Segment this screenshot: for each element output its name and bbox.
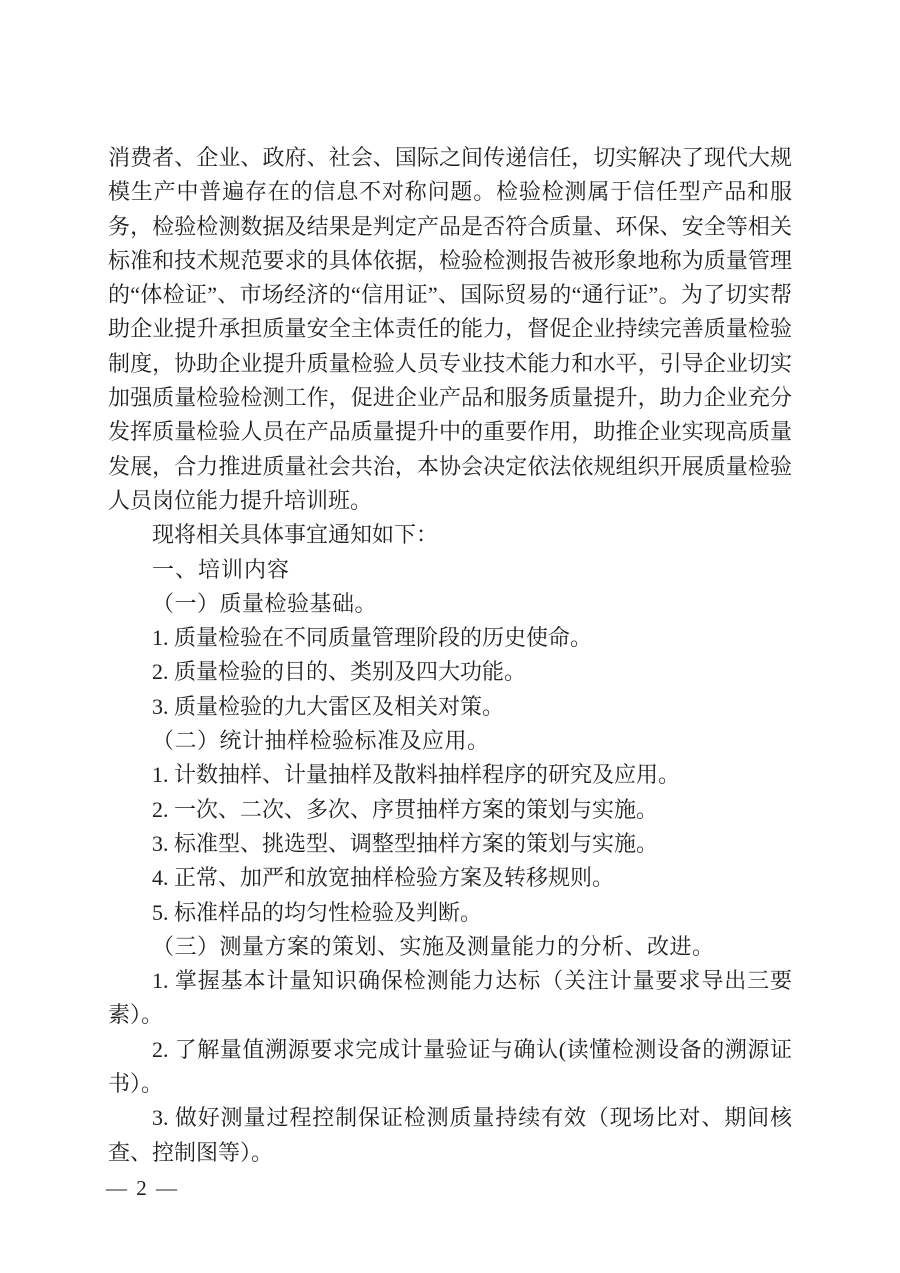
list-item: 2. 一次、二次、多次、序贯抽样方案的策划与实施。 xyxy=(152,796,659,822)
list-item: 3. 标准型、挑选型、调整型抽样方案的策划与实施。 xyxy=(152,830,659,856)
notice-lead-paragraph: 现将相关具体事宜通知如下： xyxy=(152,522,439,548)
list-item: 2. 质量检验的目的、类别及四大功能。 xyxy=(152,659,527,685)
page-number: — 2 — xyxy=(106,1176,179,1200)
subsection-heading-statistical-sampling: （二）统计抽样检验标准及应用。 xyxy=(152,728,490,754)
list-item: 1. 质量检验在不同质量管理阶段的历史使命。 xyxy=(152,625,593,651)
list-item: 3. 做好测量过程控制保证检测质量持续有效（现场比对、期间核查、控制图等）。 xyxy=(108,1105,792,1165)
section-heading-training-content: 一、培训内容 xyxy=(152,556,291,582)
list-item: 5. 标准样品的均匀性检验及判断。 xyxy=(152,899,483,925)
list-item: 4. 正常、加严和放宽抽样检验方案及转移规则。 xyxy=(152,865,615,891)
intro-paragraph: 消费者、企业、政府、社会、国际之间传递信任，切实解决了现代大规模生产中普遍存在的信息不对称问题。检验检测属于信任型产品和服务，检验检测数据及结果是判定产品是否符合质量、环保、安全等相关标准和技术规范要求的具体依据，检验检测报告被形象地称为质量管理的“体检证”、市场经济的“信用证”、国际贸易的“通行证”。为了切实帮助企业提升承担质量安全主体责任的能力，督促企业持续完善质量检验制度，协助企业提升质量检验人员专业技术能力和水平，引导企业切实加强质量检验检测工作，促进企业产品和服务质量提升，助力企业充分发挥质量检验人员在产品质量提升中的重要作用，助推企业实现高质量发展，合力推进质量社会共治，本协会决定依法依规组织开展质量检验人员岗位能力提升培训班。 xyxy=(108,145,792,513)
list-item: 1. 计数抽样、计量抽样及散料抽样程序的研究及应用。 xyxy=(152,762,681,788)
list-item: 2. 了解量值溯源要求完成计量验证与确认(读懂检测设备的溯源证书）。 xyxy=(108,1036,792,1097)
document-body xyxy=(108,141,792,1170)
list-item: 1. 掌握基本计量知识确保检测能力达标（关注计量要求导出三要素）。 xyxy=(108,968,792,1028)
list-item: 3. 质量检验的九大雷区及相关对策。 xyxy=(152,693,505,719)
subsection-heading-quality-inspection-basics: （一）质量检验基础。 xyxy=(152,590,378,616)
subsection-heading-measurement-planning: （三）测量方案的策划、实施及测量能力的分析、改进。 xyxy=(152,933,715,959)
page-footer xyxy=(106,1175,179,1201)
